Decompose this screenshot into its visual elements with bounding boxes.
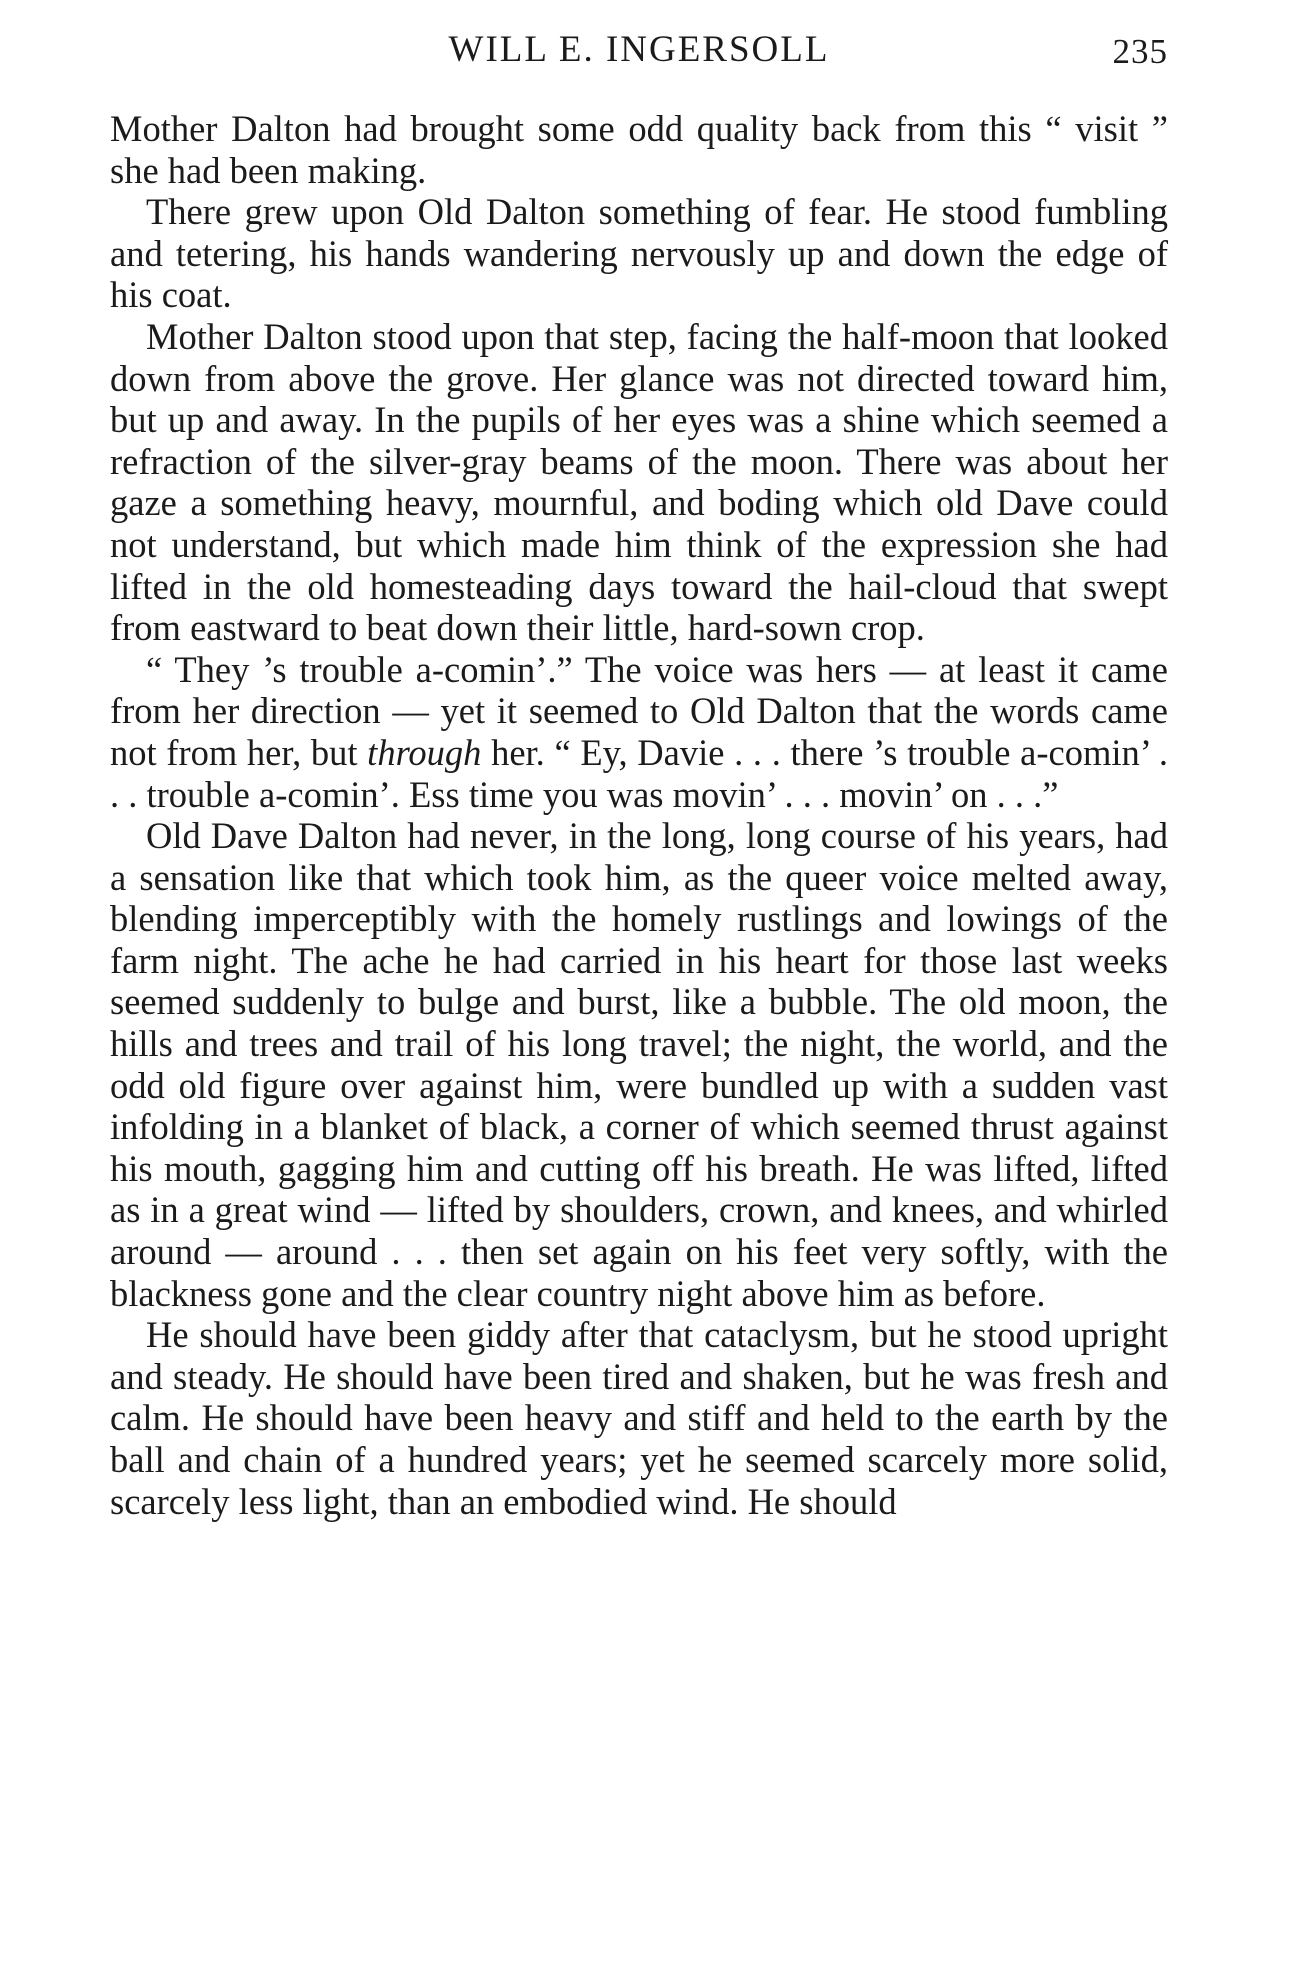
running-head [110, 28, 1168, 78]
running-title: WILL E. INGERSOLL [448, 29, 830, 70]
paragraph: Old Dave Dalton had never, in the long, long course of his years, had a sensation like that which took him, as the queer voice melted away, blending imperceptibly with the homely rustlings and lowings of the farm night. The ache he had carried in his heart for those last weeks seemed suddenly to bulge and burst, like a bubble. The old moon, the hills and trees and trail of his long travel; the night, the world, and the odd old figure over against him, were bundled up with a sudden vast infolding in a blanket of black, a corner of which seemed thrust against his mouth, gagging him and cutting off his breath. He was lifted, lifted as in a great wind — lifted by shoulders, crown, and knees, and whirled around — around . . . then set again on his feet very softly, with the blackness gone and the clear country night above him as before. [110, 815, 1168, 1314]
paragraph: There grew upon Old Dalton something of fear. He stood fumbling and tetering, his hands wandering nervously up and down the edge of his coat. [110, 191, 1168, 316]
paragraph: He should have been giddy after that cataclysm, but he stood upright and steady. He should have been tired and shaken, but he was fresh and calm. He should have been heavy and stiff and held to the earth by the ball and chain of a hundred years; yet he seemed scarcely more solid, scarcely less light, than an embodied wind. He should [110, 1314, 1168, 1522]
body-text [110, 108, 1168, 1522]
paragraph-text: “ They ’s trouble a-comin’.” The voice was hers — at least it came from her direction — yet it seemed to Old Dalton that the words came not from her, but [110, 648, 1168, 773]
paragraph: Mother Dalton stood upon that step, facing the half-moon that looked down from above the grove. Her glance was not directed toward him, but up and away. In the pupils of her eyes was a shine which seemed a refraction of the silver-gray beams of the moon. There was about her gaze a something heavy, mournful, and boding which old Dave could not understand, but which made him think of the expression she had lifted in the old homesteading days toward the hail-cloud that swept from eastward to beat down their little, hard-sown crop. [110, 315, 1168, 649]
page-number: 235 [1112, 32, 1168, 71]
paragraph [110, 649, 1168, 815]
paragraph: Mother Dalton had brought some odd quality back from this “ visit ” she had been making. [110, 108, 1168, 191]
paragraph-text: her. “ Ey, Davie . . . there ’s trouble a-comin’ . . . trouble a-comin’. Ess time you was movin’ . . . movin’ on . . .” [110, 731, 1168, 815]
emphasis-text: through [367, 731, 482, 773]
